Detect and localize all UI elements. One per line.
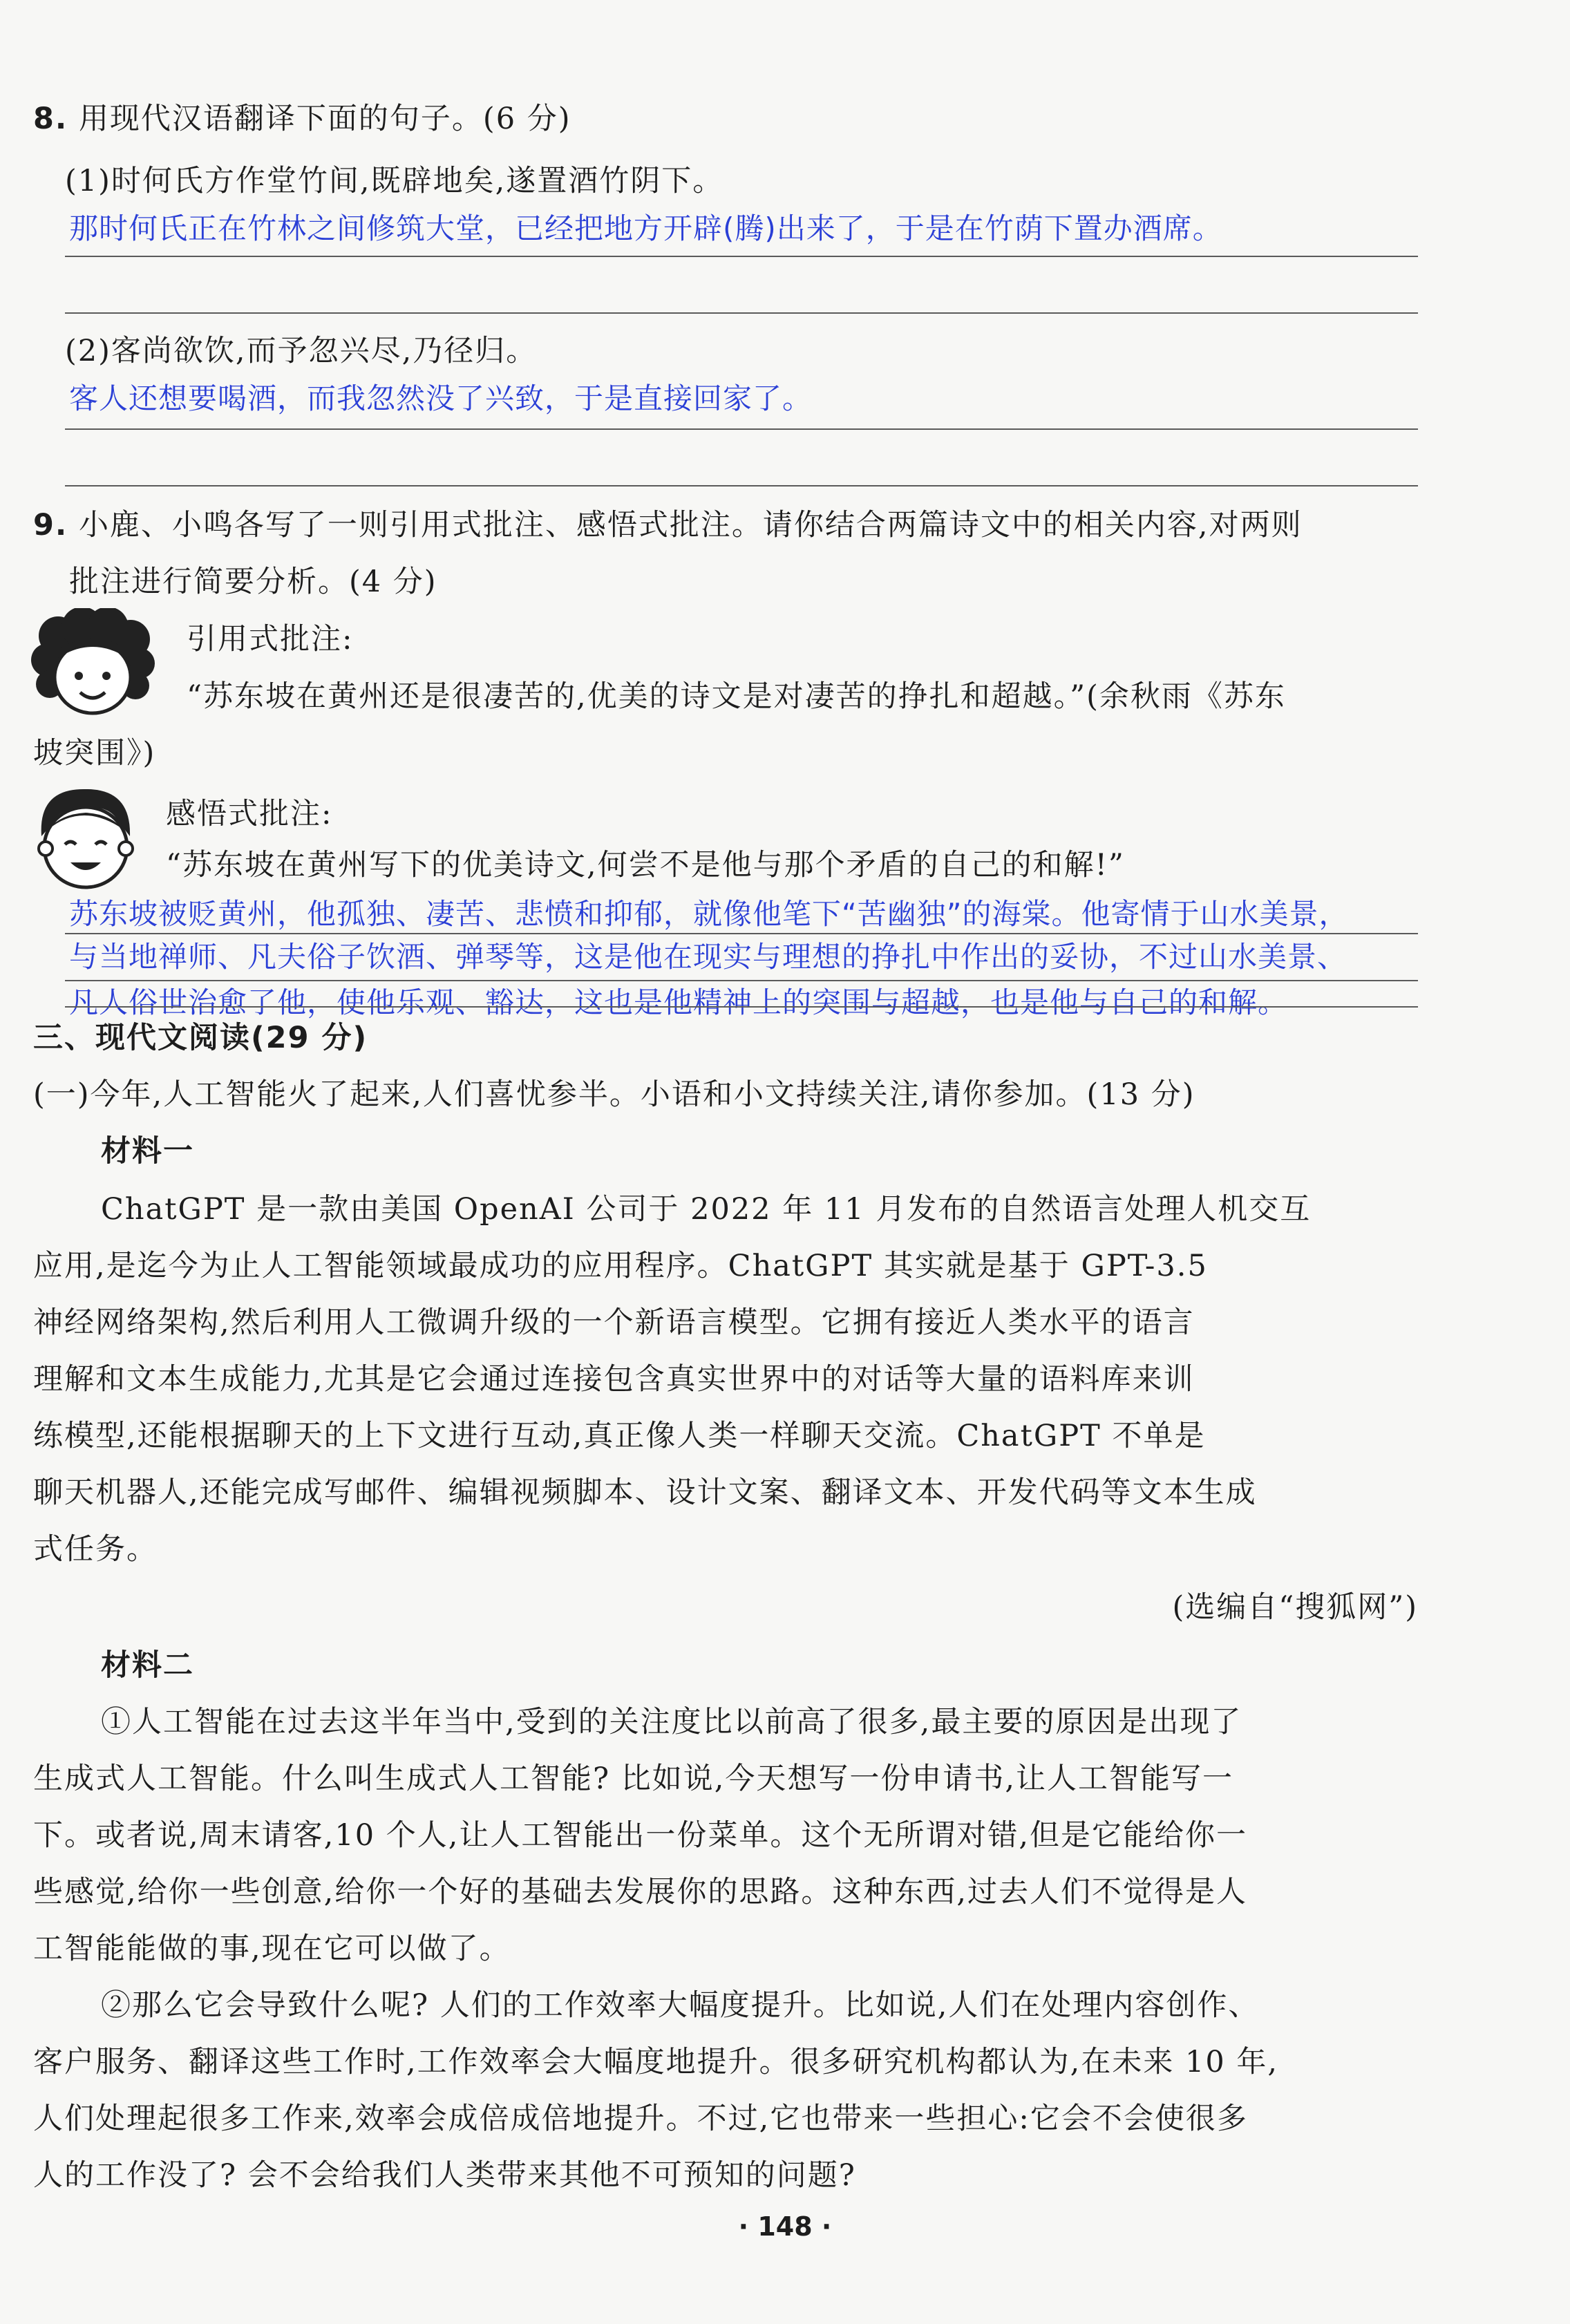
q8-answer-2: 客人还想要喝酒，而我忽然没了兴致，于是直接回家了。	[69, 381, 813, 415]
material-2-line: ②那么它会导致什么呢? 人们的工作效率大幅度提升。比如说,人们在处理内容创作、	[101, 1988, 1260, 2023]
answer-line	[65, 1006, 1418, 1008]
answer-line	[65, 980, 1418, 981]
quote-annotation-line-2: 坡突围》)	[33, 736, 156, 771]
material-1-line: 神经网络架构,然后利用人工微调升级的一个新语言模型。它拥有接近人类水平的语言	[33, 1305, 1195, 1340]
q8-sentence-2: (2)客尚欲饮,而予忽兴尽,乃径归。	[65, 334, 538, 368]
q9-answer-line-2: 与当地禅师、凡夫俗子饮酒、弹琴等，这是他在现实与理想的挣扎中作出的妥协，不过山水美景、	[69, 940, 1347, 974]
answer-line	[65, 485, 1418, 486]
q8-prompt-text: 用现代汉语翻译下面的句子。(6 分)	[78, 102, 571, 136]
section-heading: 三、现代文阅读(29 分)	[33, 1021, 368, 1055]
q9-answer-line-3: 凡人俗世治愈了他，使他乐观、豁达，这也是他精神上的突围与超越，也是他与自己的和解。	[69, 985, 1288, 1019]
q8-sentence-1: (1)时何氏方作堂竹间,既辟地矣,遂置酒竹阴下。	[65, 164, 724, 198]
material-2-line: ①人工智能在过去这半年当中,受到的关注度比以前高了很多,最主要的原因是出现了	[101, 1705, 1242, 1739]
material-1-line: 练模型,还能根据聊天的上下文进行互动,真正像人类一样聊天交流。ChatGPT 不单是	[33, 1419, 1206, 1453]
page-number: · 148 ·	[738, 2211, 832, 2242]
material-1-line: ChatGPT 是一款由美国 OpenAI 公司于 2022 年 11 月发布的自然语言处理人机交互	[101, 1192, 1312, 1227]
smiling-boy-icon	[28, 781, 142, 895]
material-1-title: 材料一	[101, 1134, 194, 1169]
material-1-line: 聊天机器人,还能完成写邮件、编辑视频脚本、设计文案、翻译文本、开发代码等文本生成	[33, 1475, 1257, 1510]
section-intro: (一)今年,人工智能火了起来,人们喜忧参半。小语和小文持续关注,请你参加。(13 分)	[33, 1077, 1195, 1112]
q9-prompt-line-1	[33, 504, 1303, 546]
answer-line	[65, 933, 1418, 934]
q8-number: 8.	[33, 102, 68, 136]
q8-answer-1: 那时何氏正在竹林之间修筑大堂，已经把地方开辟(腾)出来了，于是在竹荫下置办酒席。	[69, 211, 1222, 245]
quote-annotation-line-1: “苏东坡在黄州还是很凄苦的,优美的诗文是对凄苦的挣扎和超越。”(余秋雨《苏东	[187, 679, 1286, 714]
insight-annotation-label: 感悟式批注:	[166, 797, 333, 831]
material-2-line: 下。或者说,周末请客,10 个人,让人工智能出一份菜单。这个无所谓对错,但是它能给你一	[33, 1818, 1248, 1853]
q9-prompt-text-1: 小鹿、小鸣各写了一则引用式批注、感悟式批注。请你结合两篇诗文中的相关内容,对两则	[78, 508, 1303, 542]
material-1-line: 式任务。	[33, 1532, 158, 1567]
q8-prompt	[33, 98, 571, 140]
answer-line	[65, 428, 1418, 430]
curly-hair-girl-icon	[30, 608, 155, 722]
q9-number: 9.	[33, 508, 68, 542]
material-2-line: 客户服务、翻译这些工作时,工作效率会大幅度地提升。很多研究机构都认为,在未来 10 年,	[33, 2045, 1279, 2079]
q9-prompt-line-2: 批注进行简要分析。(4 分)	[69, 565, 437, 599]
insight-annotation-text: “苏东坡在黄州写下的优美诗文,何尝不是他与那个矛盾的自己的和解!”	[166, 848, 1125, 882]
material-2-title: 材料二	[101, 1648, 194, 1683]
material-1-line: 应用,是迄今为止人工智能领域最成功的应用程序。ChatGPT 其实就是基于 GPT-3.5	[33, 1249, 1208, 1283]
material-1-line: 理解和文本生成能力,尤其是它会通过连接包含真实世界中的对话等大量的语料库来训	[33, 1362, 1195, 1397]
quote-annotation-label: 引用式批注:	[187, 622, 354, 656]
material-2-line: 人们处理起很多工作来,效率会成倍成倍地提升。不过,它也带来一些担心:它会不会使很多	[33, 2101, 1248, 2136]
material-2-line: 工智能能做的事,现在它可以做了。	[33, 1931, 511, 1966]
material-2-line: 生成式人工智能。什么叫生成式人工智能? 比如说,今天想写一份申请书,让人工智能写一	[33, 1761, 1234, 1796]
q9-answer-line-1: 苏东坡被贬黄州，他孤独、凄苦、悲愤和抑郁，就像他笔下“苦幽独”的海棠。他寄情于山水美景，	[69, 897, 1349, 931]
material-1-source: (选编自“搜狐网”)	[1172, 1590, 1418, 1625]
answer-line	[65, 256, 1418, 257]
answer-line	[65, 312, 1418, 314]
material-2-line: 人的工作没了? 会不会给我们人类带来其他不可预知的问题?	[33, 2158, 856, 2193]
material-2-line: 些感觉,给你一些创意,给你一个好的基础去发展你的思路。这种东西,过去人们不觉得是人	[33, 1875, 1248, 1909]
